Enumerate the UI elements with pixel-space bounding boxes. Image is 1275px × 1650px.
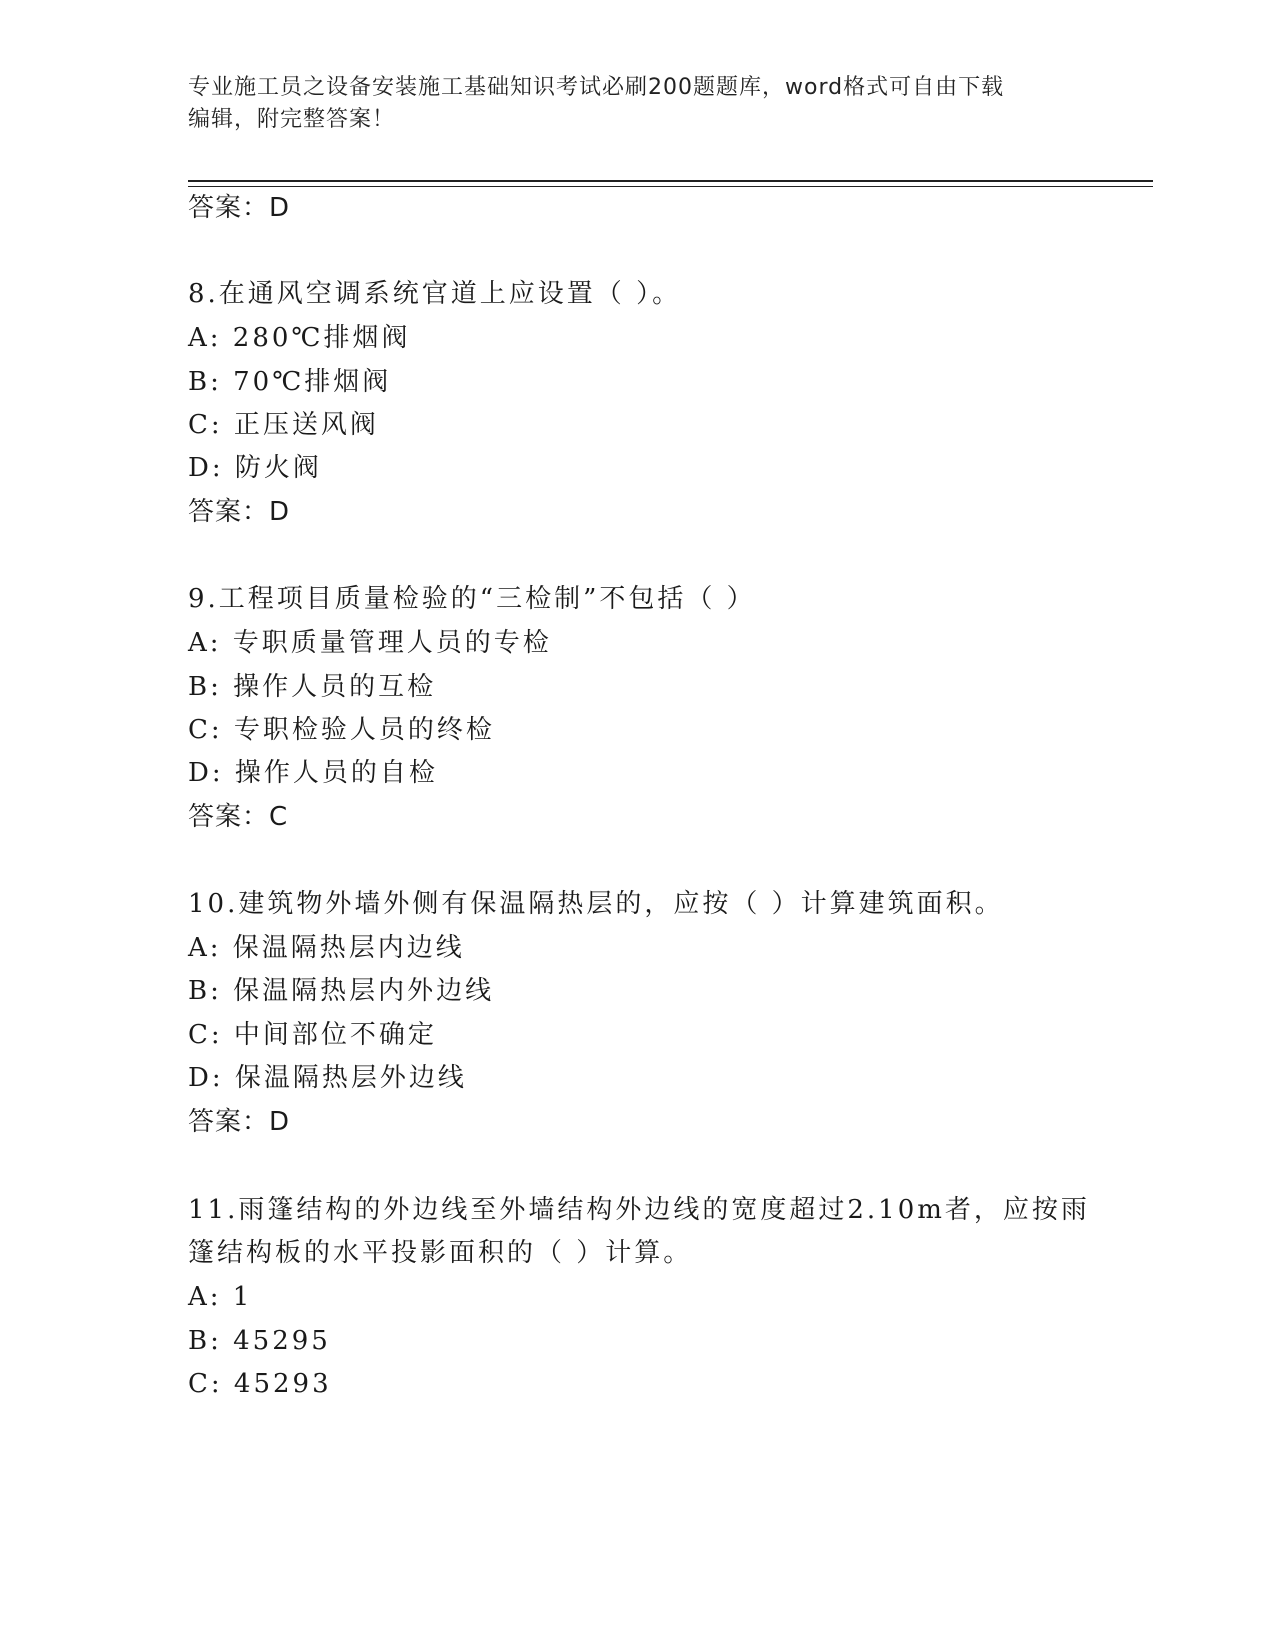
question-10-option-a: A: 保温隔热层内边线 — [188, 933, 465, 963]
question-9-option-c: C: 专职检验人员的终检 — [188, 715, 495, 745]
question-11-stem-line-2: 篷结构板的水平投影面积的（ ）计算。 — [188, 1238, 693, 1268]
question-10-option-d: D: 保温隔热层外边线 — [188, 1063, 467, 1093]
question-9-answer: 答案：C — [188, 802, 289, 832]
header-line-2: 编辑，附完整答案！ — [188, 107, 396, 132]
question-8-option-c: C: 正压送风阀 — [188, 410, 379, 440]
question-8-option-a: A: 280℃排烟阀 — [188, 323, 411, 353]
question-9-option-b: B: 操作人员的互检 — [188, 672, 437, 702]
document-header — [188, 72, 1088, 136]
question-10-answer: 答案：D — [188, 1107, 291, 1137]
question-11-option-b: B: 45295 — [188, 1326, 331, 1356]
header-line-1: 专业施工员之设备安装施工基础知识考试必刷200题题库，word格式可自由下载 — [188, 75, 1005, 100]
question-9-option-a: A: 专职质量管理人员的专检 — [188, 628, 552, 658]
question-8-stem: 8.在通风空调系统官道上应设置（ ）。 — [188, 279, 682, 309]
question-10-stem: 10.建筑物外墙外侧有保温隔热层的，应按（ ）计算建筑面积。 — [188, 889, 1004, 919]
question-11-option-a: A: 1 — [188, 1282, 253, 1312]
question-10-option-c: C: 中间部位不确定 — [188, 1020, 437, 1050]
question-11-option-c: C: 45293 — [188, 1369, 332, 1399]
previous-answer: 答案：D — [188, 193, 291, 223]
question-9-option-d: D: 操作人员的自检 — [188, 758, 438, 788]
question-9-stem: 9.工程项目质量检验的“三检制”不包括（ ） — [188, 584, 756, 614]
header-divider-thin — [188, 186, 1153, 187]
question-10-option-b: B: 保温隔热层内外边线 — [188, 976, 495, 1006]
question-8-option-d: D: 防火阀 — [188, 453, 322, 483]
question-8-option-b: B: 70℃排烟阀 — [188, 367, 392, 397]
question-8-answer: 答案：D — [188, 497, 291, 527]
question-11-stem-line-1: 11.雨篷结构的外边线至外墙结构外边线的宽度超过2.10m者，应按雨 — [188, 1195, 1090, 1225]
header-divider-thick — [188, 180, 1153, 182]
